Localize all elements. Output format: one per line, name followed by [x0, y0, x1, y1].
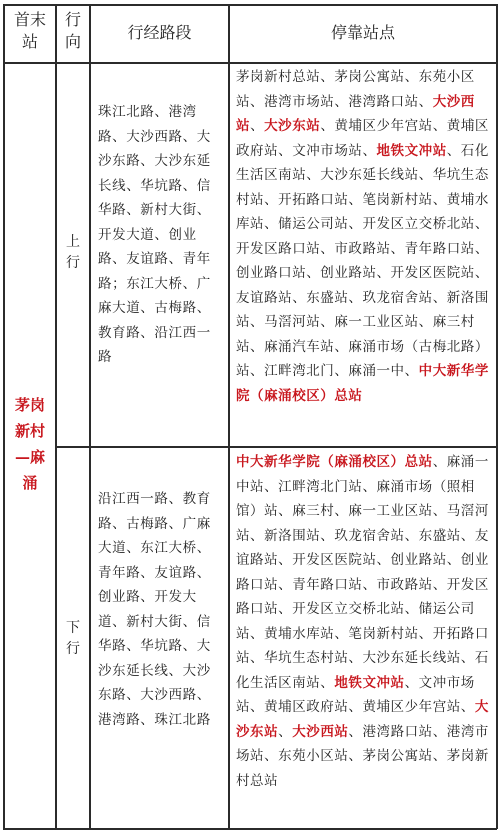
highlighted-stop: 中大新华学院（麻涌校区）总站: [236, 454, 433, 470]
highlighted-stop: 大沙东站: [236, 699, 489, 740]
col-divider-2: [89, 4, 91, 829]
highlighted-stop: 地铁文冲站: [376, 142, 447, 159]
stops-up: [236, 65, 492, 408]
row-divider: [55, 446, 497, 448]
stops-down: [236, 450, 492, 793]
table-border-right: [496, 4, 498, 829]
terminus-name: 茅岗 新村 —麻 涌: [14, 396, 45, 492]
header-route: 行经路段: [127, 23, 192, 42]
route-down: 沿江西一路、教育路、古梅路、广麻大道、东江大桥、青年路、友谊路、创业路、开发大道、新村大街、信华路、华坑路、大沙东延长线、大沙东路、大沙西路、港湾路、珠江北路: [98, 491, 211, 728]
table-border-top: [3, 4, 497, 6]
highlighted-stop: 大沙西站: [292, 723, 349, 740]
highlighted-stop: 地铁文冲站: [334, 674, 405, 691]
header-terminus: 首末 站: [13, 10, 46, 51]
highlighted-stop: 中大新华学院（麻涌校区）总站: [236, 363, 489, 404]
table-border-bottom: [3, 828, 497, 830]
stop-text: 、: [250, 118, 265, 134]
header-stops: 停靠站点: [330, 23, 395, 42]
stop-text: 、文冲市场站、黄埔区政府站、黄埔区少年宫站、: [236, 674, 475, 715]
header-divider: [3, 62, 497, 64]
route-up: 珠江北路、港湾路、大沙西路、大沙东路、大沙东延长线、华坑路、信华路、新村大街、开发大道、创业路、友谊路、青年路；东江大桥、广麻大道、古梅路、教育路、沿江西一路: [98, 104, 211, 365]
col-divider-3: [228, 4, 230, 829]
stop-text: 茅岗新村总站、茅岗公寓站、东苑小区站、港湾市场站、港湾路口站、: [236, 69, 475, 110]
highlighted-stop: 大沙东站: [264, 118, 321, 134]
stop-text: 、港湾路口站、港湾市场站、东苑小区站、茅岗公寓站、茅岗新村总站: [236, 723, 489, 789]
header-direction: 行 向: [64, 10, 81, 51]
direction-down: 下 行: [66, 620, 80, 657]
stop-text: 、: [278, 723, 293, 740]
stop-text: 、麻涌一中站、江畔湾北门站、麻涌市场（照相馆）站、麻三村、麻一工业区站、马滘河站、新洛围站、玖龙宿舍站、东盛站、友谊路站、开发区医院站、创业路站、创业路口站、青年路口站、市政路站、开发区路口站、开发区立交桥北站、储运公司站、黄埔水库站、笔岗新村站、开拓路口站、华坑生态村站、大沙东延长线站、石化生活区南站、: [236, 454, 489, 691]
stop-text: 、石化生活区南站、大沙东延长线站、华坑生态村站、开拓路口站、笔岗新村站、黄埔水库站、储运公司站、开发区立交桥北站、开发区路口站、市政路站、青年路口站、创业路口站、创业路站、开发区医院站、友谊路站、东盛站、玖龙宿舍站、新洛围站、马滘河站、麻一工业区站、麻三村站、麻涌汽车站、麻涌市场（古梅北路）站、江畔湾北门、麻涌一中、: [236, 142, 489, 379]
stop-text: 、黄埔区少年宫站、黄埔区政府站、文冲市场站、: [236, 118, 489, 159]
col-divider-1: [55, 4, 57, 829]
direction-up: 上 行: [66, 234, 80, 271]
highlighted-stop: 大沙西站: [236, 93, 475, 134]
